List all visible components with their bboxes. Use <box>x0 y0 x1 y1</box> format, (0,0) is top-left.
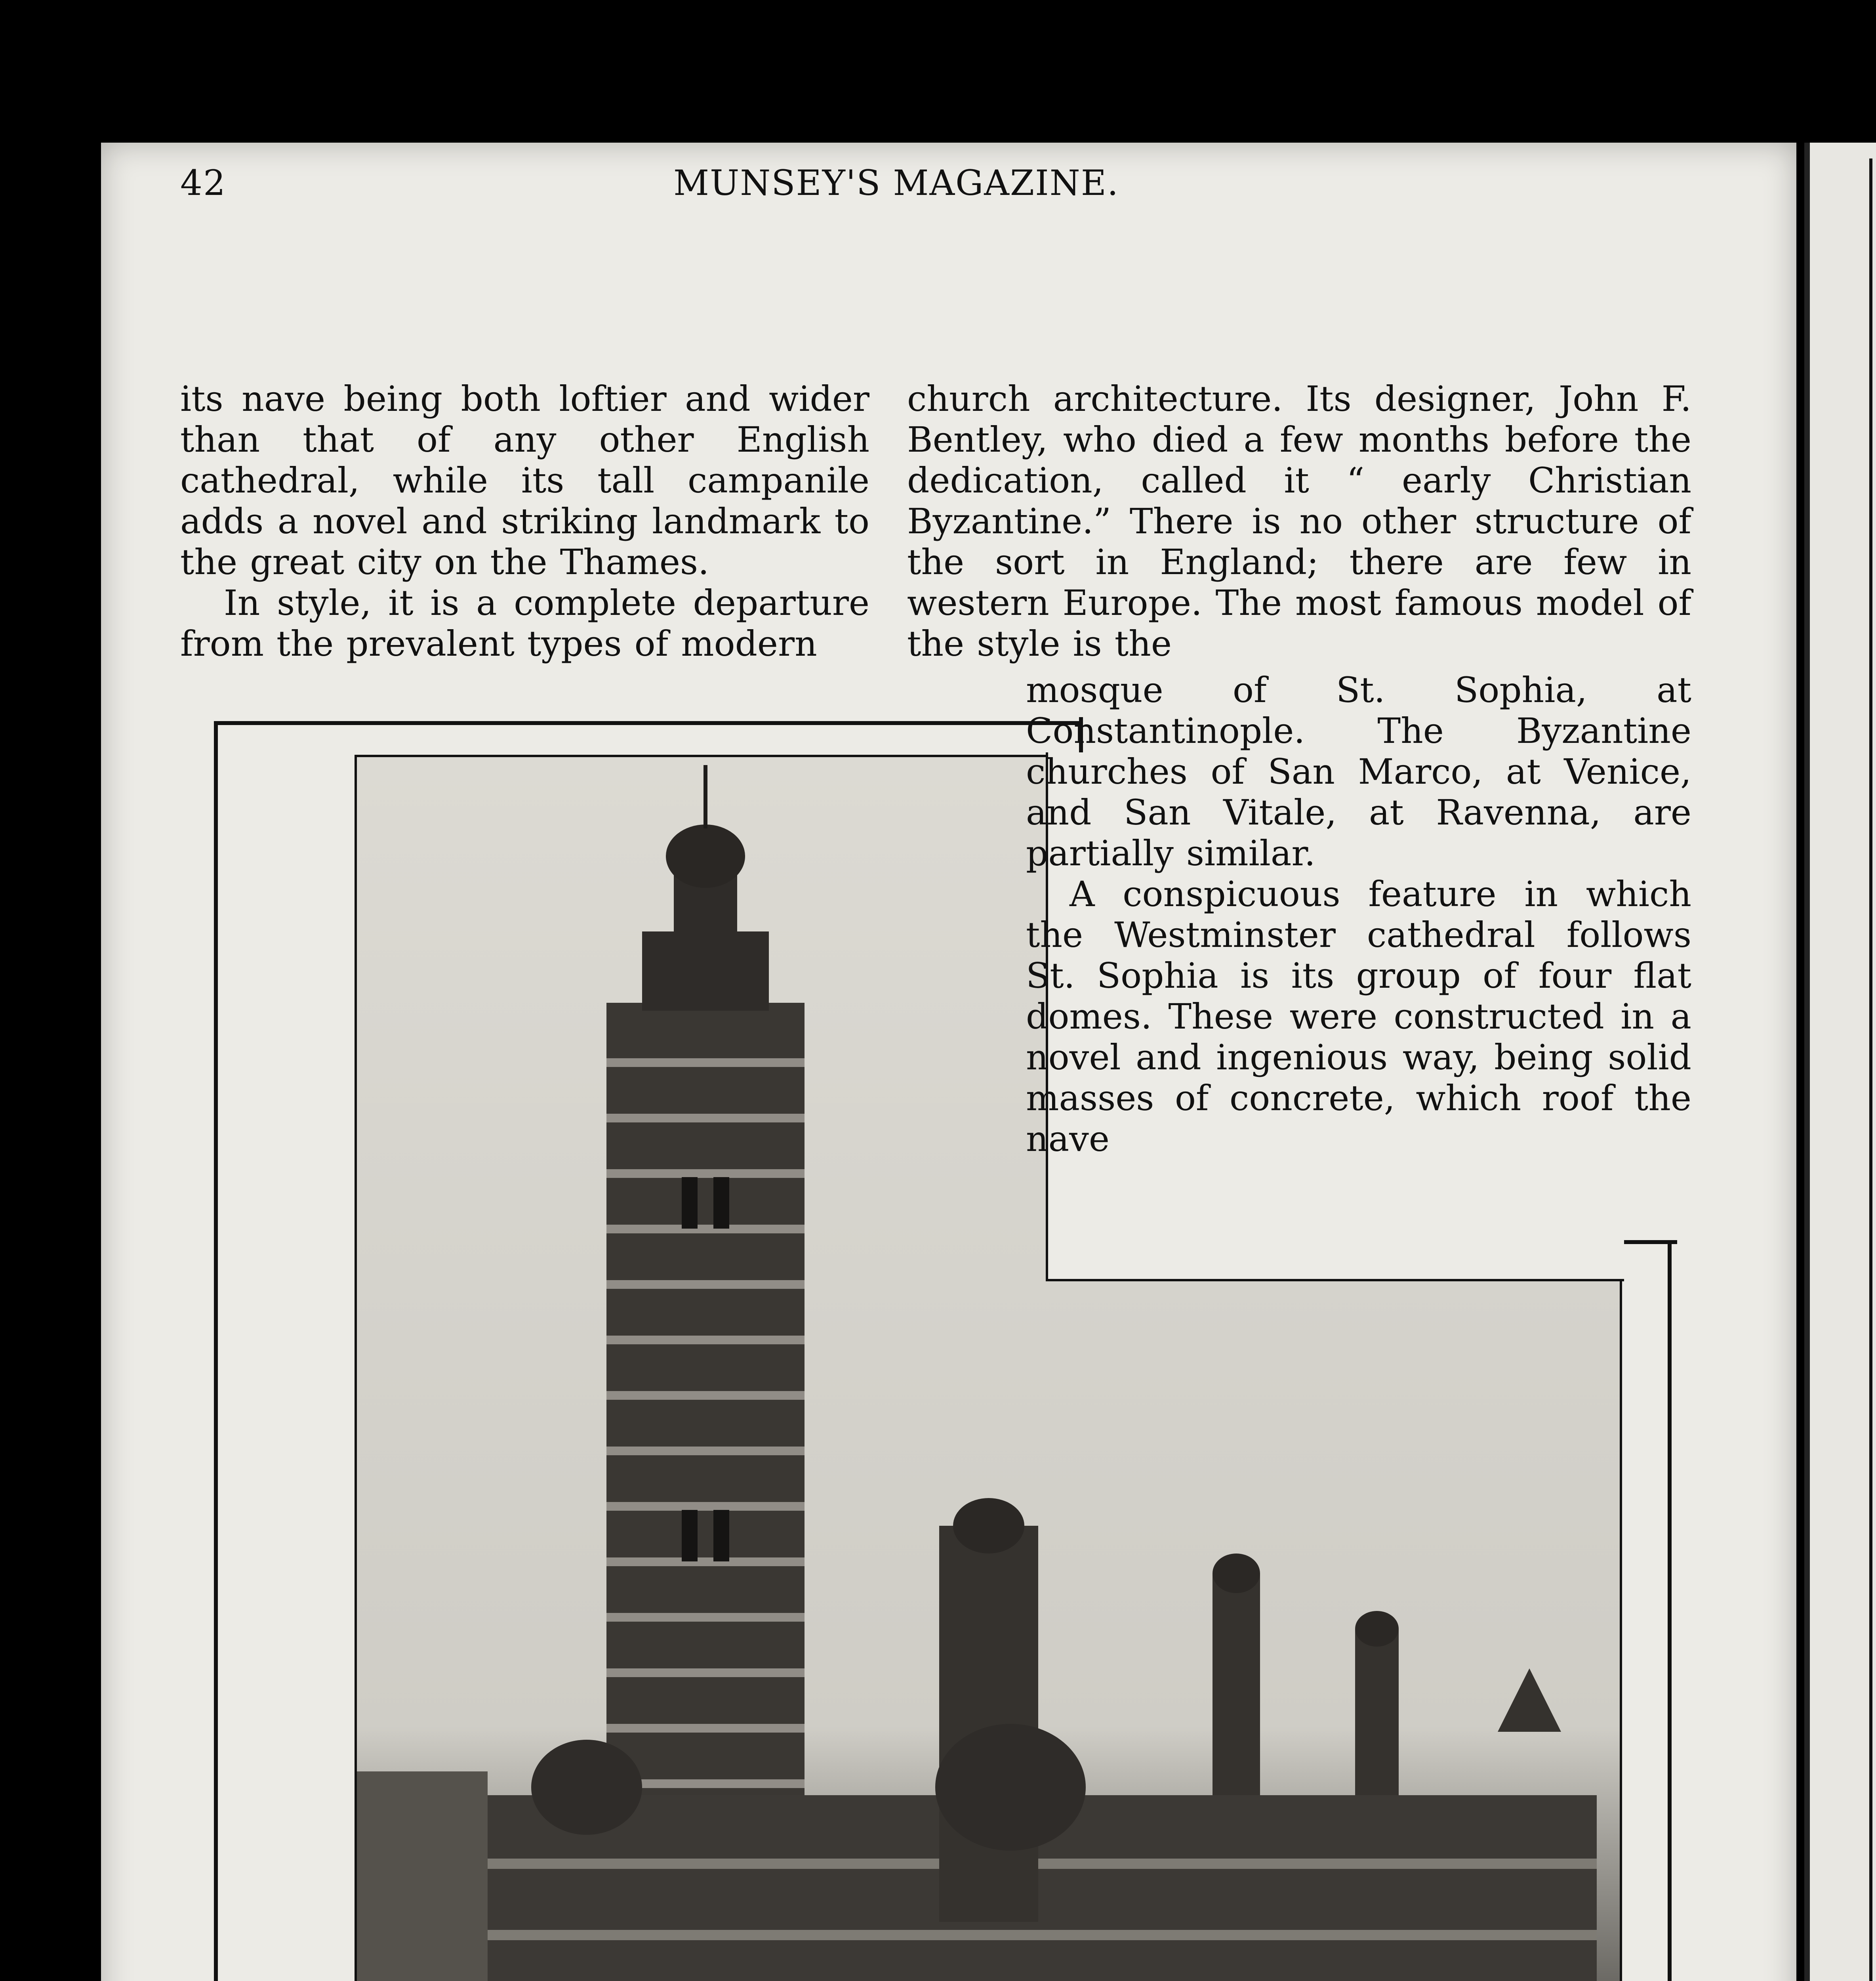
paragraph: mosque of St. Sophia, at Constantinople. The Byzantine churches of San Marco, at Venice, and San Vitale, at Ravenna, are partially similar. <box>1026 670 1691 874</box>
left-text-column <box>180 378 869 664</box>
paragraph: church architecture. Its designer, John F. Bentley, who died a few months before the dedication, called it “ early Christian Byzantine.” There is no other structure of the sort in England; there are few in western Europe. The most famous model of the style is the <box>907 378 1691 664</box>
adjacent-page-rule <box>1869 158 1872 1981</box>
page-number: 42 <box>180 162 226 203</box>
paragraph: In style, it is a complete departure from the prevalent types of modern <box>180 582 869 664</box>
paragraph: A conspicuous feature in which the Westminster cathedral follows St. Sophia is its group of four flat domes. These were constructed in a novel and ingenious way, being solid masses of concrete, which roof the nave <box>1026 874 1691 1159</box>
magazine-title: MUNSEY'S MAGAZINE. <box>673 162 1119 203</box>
right-text-column-wrap <box>1026 670 1691 1159</box>
paragraph: its nave being both loftier and wider than that of any other English cathedral, while its tall campanile adds a novel and striking landmark to the great city on the Thames. <box>180 378 869 582</box>
running-head <box>0 162 1876 222</box>
adjacent-page-edge <box>1804 143 1876 1981</box>
right-text-column-top <box>907 378 1691 664</box>
